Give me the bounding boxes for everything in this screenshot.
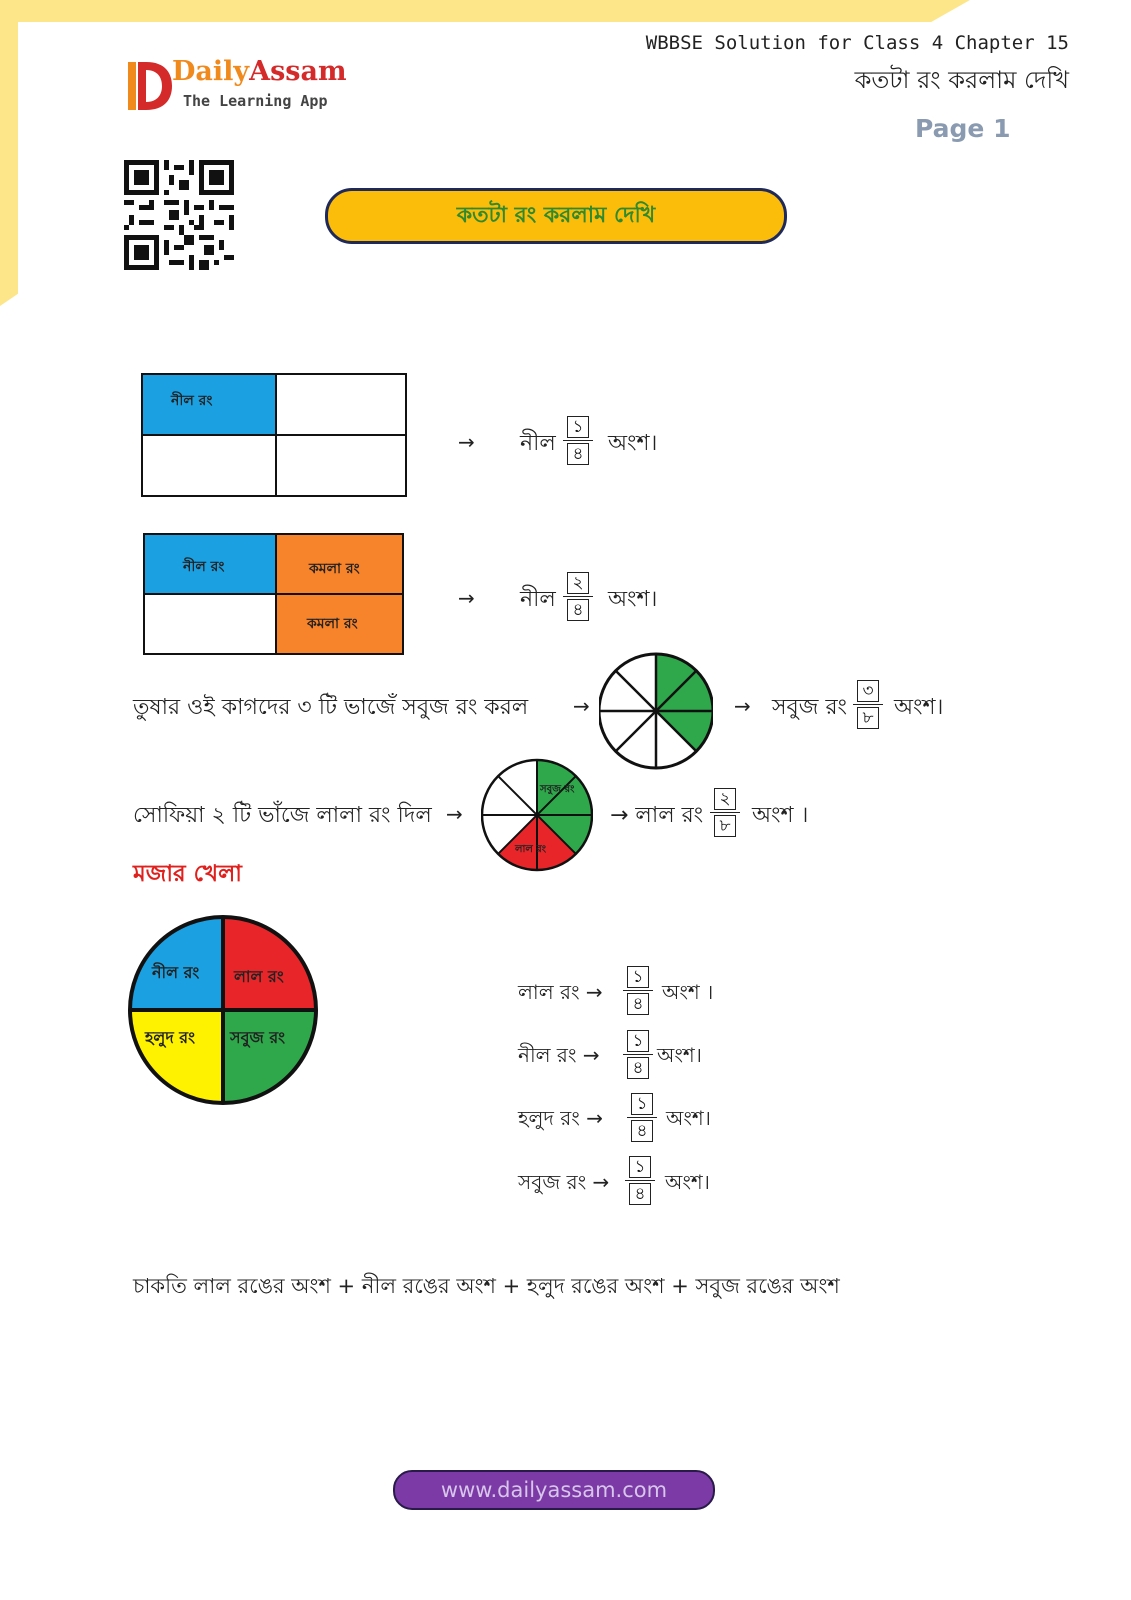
fraction-bar	[563, 440, 593, 441]
fraction	[853, 680, 883, 729]
chapter-banner: কতটা রং করলাম দেখি	[325, 188, 787, 244]
fraction	[563, 416, 593, 465]
fraction-row-label: নীল রং →	[518, 1043, 600, 1067]
fraction-bar	[627, 1117, 657, 1118]
fraction	[627, 1093, 657, 1142]
numerator: ১	[627, 1030, 649, 1052]
fraction-bar	[563, 596, 593, 597]
numerator: ১	[629, 1156, 651, 1178]
cell-label: কমলা রং	[307, 616, 358, 632]
grid-quarters-2	[143, 533, 404, 655]
statement-red: সোফিয়া ২ টি ভাঁজে লালা রং দিল	[133, 803, 432, 828]
cell-label: নীল রং	[171, 393, 213, 409]
grid-quarters-1	[141, 373, 407, 497]
arrow: →	[573, 694, 590, 718]
denominator: ৮	[857, 707, 879, 729]
circle-quarters	[127, 911, 319, 1109]
fraction-row-suffix: অংশ।	[657, 1043, 702, 1067]
numerator: ১	[627, 966, 649, 988]
answer-prefix: নীল	[520, 587, 556, 612]
fraction-bar	[625, 1180, 655, 1181]
series-title: WBBSE Solution for Class 4 Chapter 15	[645, 32, 1069, 54]
fraction	[710, 788, 740, 837]
fraction-row-suffix: অংশ।	[665, 1170, 710, 1194]
section-heading: মজার খেলা	[133, 861, 242, 887]
footer-url-link[interactable]: www.dailyassam.com	[393, 1470, 715, 1510]
fraction-row-label: সবুজ রং →	[518, 1170, 610, 1194]
grid2-cell-blue	[145, 535, 277, 595]
statement-green: তুষার ওই কাগদের ৩ টি ভাজেঁ সবুজ রং করল	[133, 695, 529, 720]
answer-prefix: নীল	[520, 431, 556, 456]
page-label: Page 1	[915, 114, 1011, 143]
answer-suffix: অংশ।	[608, 431, 658, 456]
fraction	[623, 966, 653, 1015]
numerator: ১	[631, 1093, 653, 1115]
denominator: ৮	[714, 815, 736, 837]
logo-icon	[128, 60, 172, 112]
arrow: →	[446, 802, 463, 826]
fraction-row-suffix: অংশ।	[666, 1106, 711, 1130]
qr-code-icon	[124, 160, 234, 270]
cell-label: কমলা রং	[309, 561, 360, 577]
arrow: →	[734, 694, 751, 718]
header-frame-top	[0, 0, 970, 22]
fraction	[563, 572, 593, 621]
numerator: ৩	[857, 680, 879, 702]
quadrant-label-green: সবুজ রং	[230, 1028, 286, 1047]
grid2-cell-empty	[145, 595, 277, 653]
numerator: ২	[714, 788, 736, 810]
fraction-bar	[623, 1054, 653, 1055]
grid2-cell-orange	[277, 535, 402, 595]
arrow: →	[458, 586, 475, 610]
fraction-bar	[710, 812, 740, 813]
cell-label: নীল রং	[183, 559, 225, 575]
arrow: →	[458, 430, 475, 454]
answer-prefix: → লাল রং	[610, 803, 704, 828]
logo-name: DailyAssam	[172, 56, 347, 87]
answer-suffix: অংশ।	[894, 695, 944, 720]
quadrant-label-yellow: হলুদ রং	[145, 1028, 195, 1047]
denominator: ৪	[629, 1183, 651, 1205]
red-segment-label: লাল রং	[515, 844, 547, 855]
header-frame-left	[0, 0, 18, 306]
denominator: ৪	[631, 1120, 653, 1142]
sum-statement: চাকতি লাল রঙের অংশ + নীল রঙের অংশ + হলুদ রঙের অংশ + সবুজ রঙের অংশ	[133, 1274, 840, 1298]
fraction	[625, 1156, 655, 1205]
fraction	[623, 1030, 653, 1079]
green-segment-label: সবুজ রং	[540, 784, 575, 795]
circle-eighths-green	[599, 652, 713, 770]
denominator: ৪	[567, 599, 589, 621]
grid1-cell-empty	[143, 434, 277, 495]
grid1-cell-blue	[143, 375, 277, 436]
grid1-cell-empty	[277, 375, 405, 436]
numerator: ১	[567, 416, 589, 438]
answer-suffix: অংশ ।	[752, 803, 809, 828]
answer-prefix: সবুজ রং	[772, 695, 848, 720]
denominator: ৪	[627, 993, 649, 1015]
fraction-row-suffix: অংশ ।	[662, 980, 714, 1004]
denominator: ৪	[567, 443, 589, 465]
grid2-cell-orange	[277, 595, 402, 653]
fraction-bar	[623, 990, 653, 991]
logo-tagline: The Learning App	[183, 92, 328, 110]
denominator: ৪	[627, 1057, 649, 1079]
fraction-row-label: হলুদ রং →	[518, 1106, 603, 1130]
quadrant-label-blue: নীল রং	[152, 963, 200, 982]
numerator: ২	[567, 572, 589, 594]
fraction-bar	[853, 704, 883, 705]
answer-suffix: অংশ।	[608, 587, 658, 612]
fraction-row-label: লাল রং →	[518, 980, 603, 1004]
quadrant-label-red: লাল রং	[234, 967, 284, 986]
chapter-title: কতটা রং করলাম দেখি	[854, 66, 1069, 94]
